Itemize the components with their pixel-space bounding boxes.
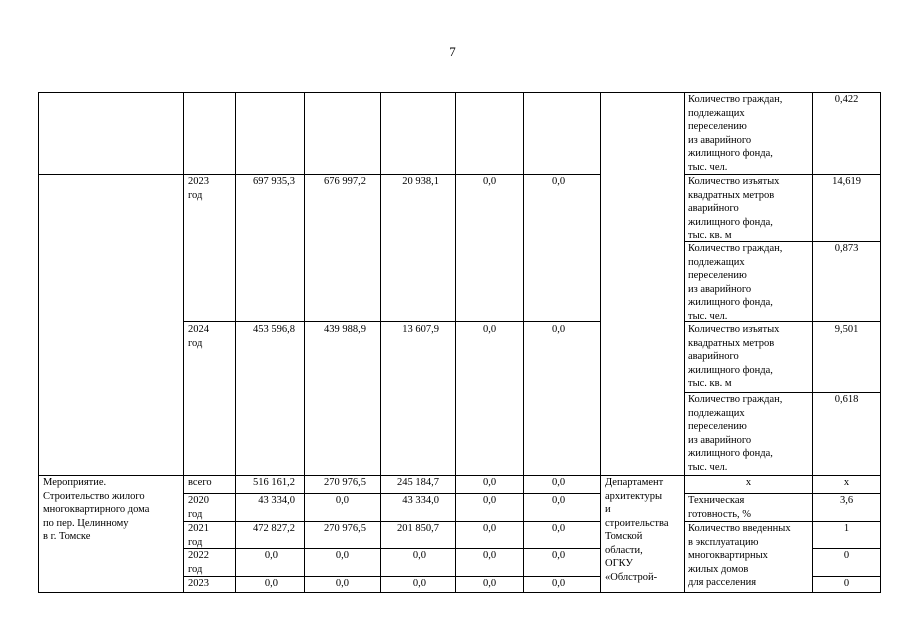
- indicator-value: 9,501: [834, 324, 859, 335]
- year-cell: 2022 год: [188, 550, 209, 575]
- row-divider: [183, 321, 600, 322]
- table-border-right: [880, 92, 881, 593]
- column-divider: [304, 92, 305, 593]
- year-cell: 2024 год: [188, 324, 209, 349]
- indicator-cell: х: [745, 477, 752, 488]
- regional-cell: 13 607,9: [402, 324, 439, 335]
- indicator-cell: Количество граждан, подлежащих переселению из аварийного жилищного фонда, тыс. чел.: [688, 394, 783, 473]
- local-cell: 0,0: [483, 324, 497, 335]
- regional-cell: 245 184,7: [397, 477, 439, 488]
- column-divider: [380, 92, 381, 593]
- total-cell: 453 596,8: [253, 324, 295, 335]
- indicator-value: 0,873: [834, 243, 859, 254]
- federal-cell: 270 976,5: [324, 477, 366, 488]
- total-cell: 697 935,3: [253, 176, 295, 187]
- column-divider: [600, 92, 601, 593]
- other-cell: 0,0: [552, 495, 566, 506]
- indicator-cell: Техническая готовность, %: [688, 495, 751, 520]
- regional-cell: 20 938,1: [402, 176, 439, 187]
- other-cell: 0,0: [552, 477, 566, 488]
- other-cell: 0,0: [552, 324, 566, 335]
- column-divider: [183, 92, 184, 593]
- page-number: 7: [449, 44, 456, 59]
- other-cell: 0,0: [552, 523, 566, 534]
- local-cell: 0,0: [483, 176, 497, 187]
- local-cell: 0,0: [483, 550, 497, 561]
- indicator-cell: Количество изъятых квадратных метров аварийного жилищного фонда, тыс. кв. м: [688, 176, 780, 241]
- indicator-value: 3,6: [839, 495, 854, 506]
- indicator-cell: Количество изъятых квадратных метров аварийного жилищного фонда, тыс. кв. м: [688, 324, 780, 389]
- other-cell: 0,0: [552, 176, 566, 187]
- year-cell: 2023 год: [188, 176, 209, 201]
- year-cell: всего: [188, 477, 212, 488]
- local-cell: 0,0: [483, 495, 497, 506]
- local-cell: 0,0: [483, 523, 497, 534]
- column-divider: [812, 92, 813, 593]
- indicator-value: 0: [843, 578, 850, 589]
- indicator-value: 1: [843, 523, 850, 534]
- indicator-value: х: [843, 477, 850, 488]
- column-divider: [235, 92, 236, 593]
- federal-cell: 439 988,9: [324, 324, 366, 335]
- federal-cell: 270 976,5: [324, 523, 366, 534]
- year-cell: 2020 год: [188, 495, 209, 520]
- regional-cell: 43 334,0: [402, 495, 439, 506]
- other-cell: 0,0: [552, 550, 566, 561]
- regional-cell: 0,0: [412, 550, 426, 561]
- other-cell: 0,0: [552, 578, 566, 589]
- indicator-cell: Количество введенных в эксплуатацию многоквартирных жилых домов для расселения: [688, 523, 791, 588]
- regional-cell: 0,0: [412, 578, 426, 589]
- indicator-value: 0,422: [834, 94, 859, 105]
- regional-cell: 201 850,7: [397, 523, 439, 534]
- local-cell: 0,0: [483, 477, 497, 488]
- column-divider: [684, 92, 685, 593]
- total-cell: 0,0: [264, 550, 278, 561]
- event-name: Мероприятие. Строительство жилого многоквартирного дома по пер. Целинному в г. Томске: [43, 477, 150, 542]
- column-divider: [523, 92, 524, 593]
- local-cell: 0,0: [483, 578, 497, 589]
- indicator-cell: Количество граждан, подлежащих переселению из аварийного жилищного фонда, тыс. чел.: [688, 243, 783, 322]
- table-border-left: [38, 92, 39, 593]
- federal-cell: 0,0: [335, 550, 349, 561]
- total-cell: 43 334,0: [258, 495, 295, 506]
- executor-cell: Департамент архитектуры и строительства Томской области, ОГКУ «Облстрой-: [605, 477, 669, 583]
- federal-cell: 0,0: [335, 578, 349, 589]
- total-cell: 0,0: [264, 578, 278, 589]
- indicator-cell: Количество граждан, подлежащих переселению из аварийного жилищного фонда, тыс. чел.: [688, 94, 783, 173]
- total-cell: 516 161,2: [253, 477, 295, 488]
- year-cell: 2023: [188, 578, 209, 589]
- indicator-value: 0: [843, 550, 850, 561]
- federal-cell: 676 997,2: [324, 176, 366, 187]
- federal-cell: 0,0: [335, 495, 349, 506]
- indicator-value: 0,618: [834, 394, 859, 405]
- column-divider: [455, 92, 456, 593]
- indicator-value: 14,619: [832, 176, 861, 187]
- table-border-bottom: [38, 592, 881, 593]
- year-cell: 2021 год: [188, 523, 209, 548]
- total-cell: 472 827,2: [253, 523, 295, 534]
